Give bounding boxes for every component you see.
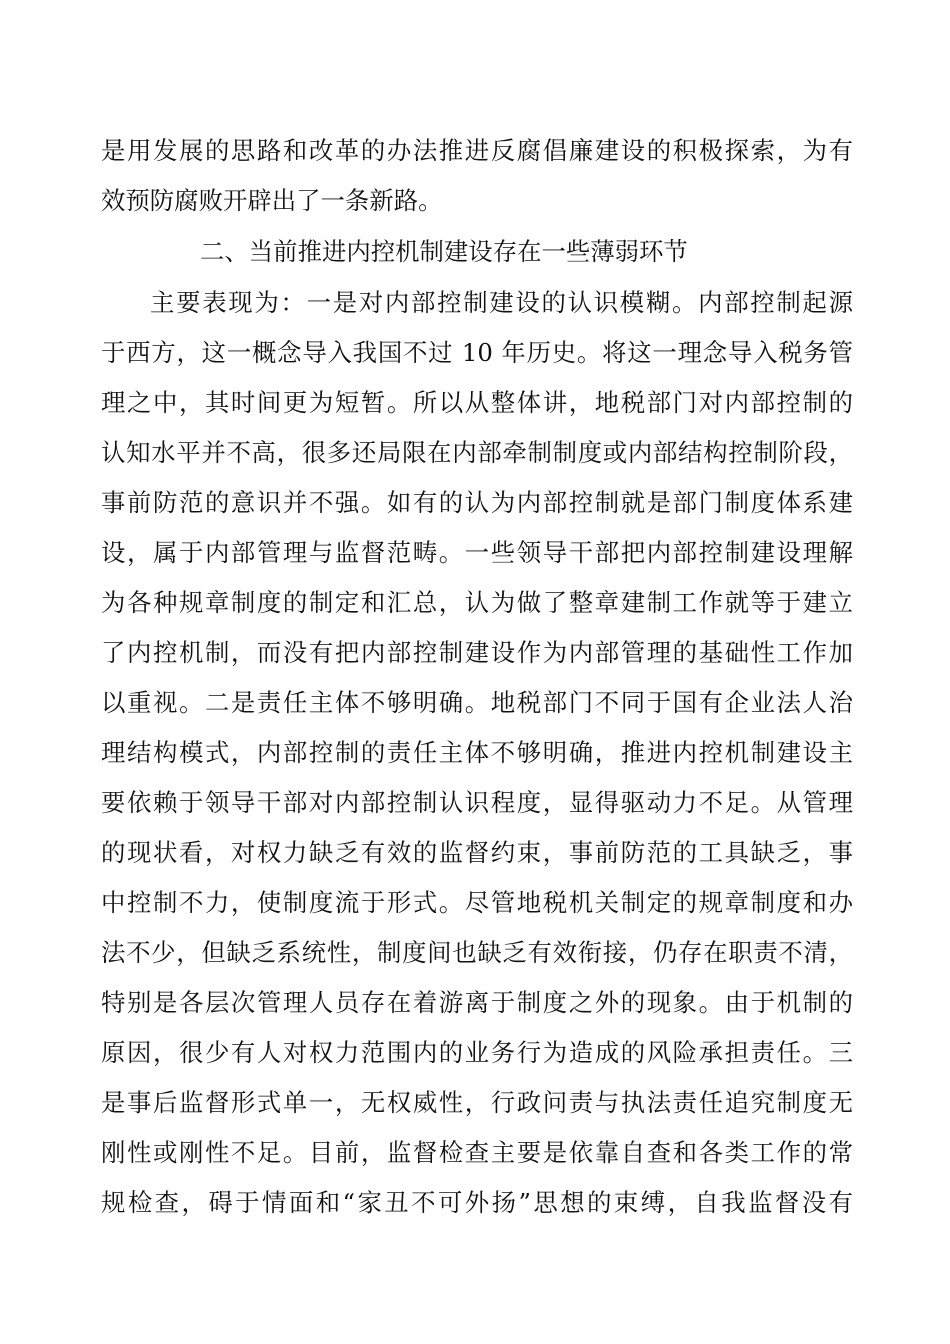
text-line: 事前防范的意识并不强。如有的认为内部控制就是部门制度体系建 — [101, 488, 853, 517]
text-line: 中控制不力，使制度流于形式。尽管地税机关制定的规章制度和办 — [101, 888, 853, 917]
text-line: 效预防腐败开辟出了一条新路。 — [101, 186, 443, 215]
text-line: 法不少，但缺乏系统性，制度间也缺乏有效衔接，仍存在职责不清， — [101, 938, 853, 967]
text-line: 以重视。二是责任主体不够明确。地税部门不同于国有企业法人治 — [101, 688, 853, 717]
text-line: 了内控机制，而没有把内部控制建设作为内部管理的基础性工作加 — [101, 638, 853, 667]
text-line: 为各种规章制度的制定和汇总，认为做了整章建制工作就等于建立 — [101, 588, 853, 617]
text-line: 特别是各层次管理人员存在着游离于制度之外的现象。由于机制的 — [101, 988, 853, 1017]
text-line: 设，属于内部管理与监督范畴。一些领导干部把内部控制建设理解 — [101, 538, 853, 567]
text-line: 于西方，这一概念导入我国不过 10 年历史。将这一理念导入税务管 — [101, 338, 853, 367]
text-line: 刚性或刚性不足。目前，监督检查主要是依靠自查和各类工作的常 — [101, 1138, 853, 1167]
text-line: 理之中，其时间更为短暂。所以从整体讲，地税部门对内部控制的 — [101, 388, 853, 417]
text-line: 原因，很少有人对权力范围内的业务行为造成的风险承担责任。三 — [101, 1038, 853, 1067]
text-line: 是用发展的思路和改革的办法推进反腐倡廉建设的积极探索，为有 — [101, 136, 853, 165]
text-line: 主要表现为：一是对内部控制建设的认识模糊。内部控制起源 — [150, 288, 853, 317]
text-line: 理结构模式，内部控制的责任主体不够明确，推进内控机制建设主 — [101, 738, 853, 767]
text-line: 是事后监督形式单一，无权威性，行政问责与执法责任追究制度无 — [101, 1088, 853, 1117]
text-line: 规检查，碍于情面和“家丑不可外扬”思想的束缚，自我监督没有 — [101, 1188, 853, 1217]
text-line: 的现状看，对权力缺乏有效的监督约束，事前防范的工具缺乏，事 — [101, 838, 853, 867]
text-line: 要依赖于领导干部对内部控制认识程度，显得驱动力不足。从管理 — [101, 788, 853, 817]
text-line: 认知水平并不高，很多还局限在内部牵制制度或内部结构控制阶段， — [101, 438, 853, 467]
section-heading: 二、当前推进内控机制建设存在一些薄弱环节 — [200, 237, 688, 266]
